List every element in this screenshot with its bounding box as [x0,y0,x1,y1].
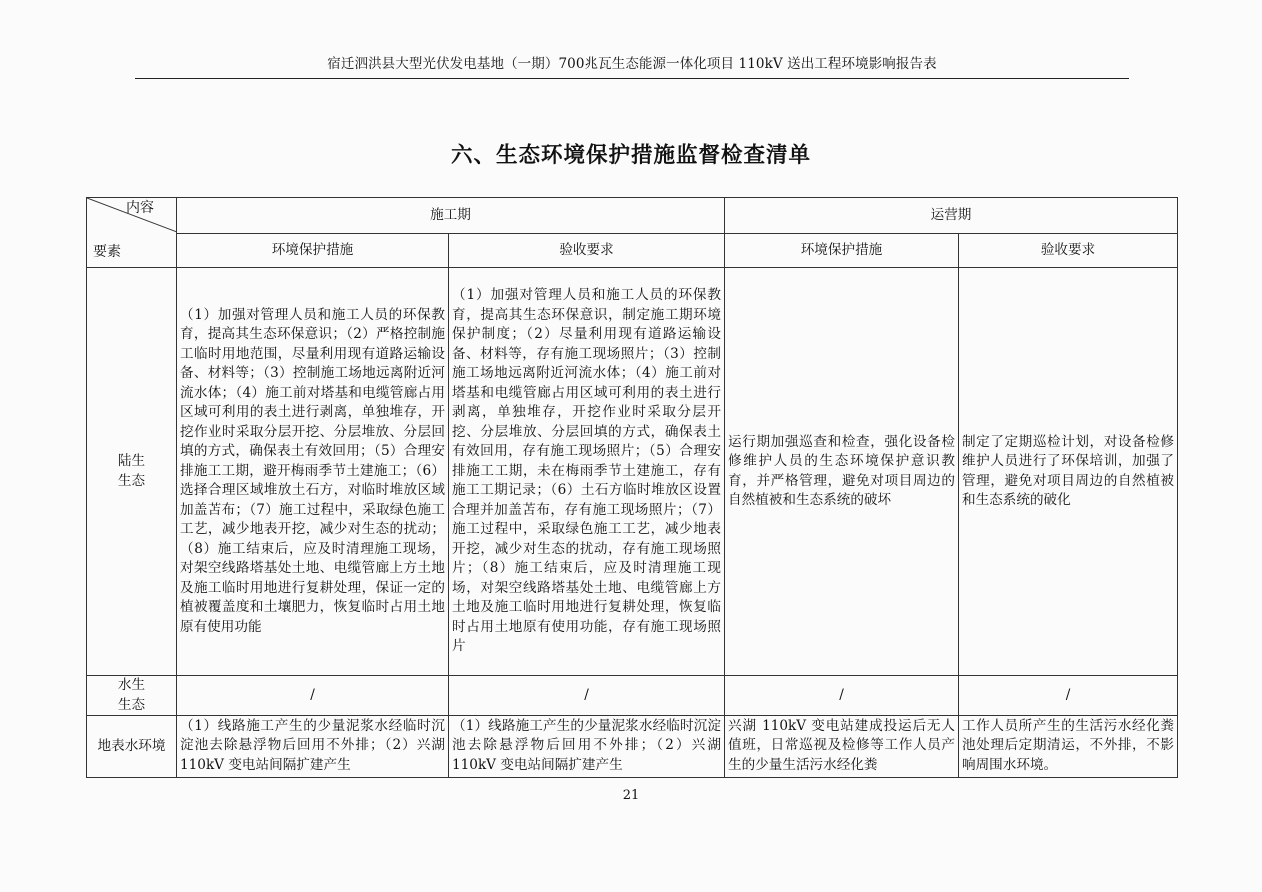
cell-construction-acceptance: / [449,676,725,716]
cell-operation-acceptance [959,716,1178,778]
running-header: 宿迁泗洪县大型光伏发电基地（一期）700兆瓦生态能源一体化项目 110kV 送出工程环境影响报告表 [327,56,937,72]
cell-text: 兴湖 110kV 变电站建成投运后无人值班，日常巡视及检修等工作人员产生的少量生活污水经化粪 [728,717,955,773]
row-element-surface-water: 地表水环境 [87,716,177,778]
subheader-operation-acceptance: 验收要求 [959,234,1178,268]
cell-construction-acceptance [449,716,725,778]
cell-operation-acceptance: / [959,676,1178,716]
row-element-terrestrial: 陆生 生态 [87,268,177,676]
header-rule [135,78,1129,79]
table-row [87,676,1178,716]
cell-construction-measures: / [177,676,449,716]
table-row [87,716,1178,778]
cell-operation-acceptance: 制定了定期巡检计划，对设备检修维护人员进行了环保培训，加强了管理，避免对项目周边的自然植被和生态系统的破化 [959,268,1178,676]
cell-text: （1）线路施工产生的少量泥浆水经临时沉淀池去除悬浮物后回用不外排；（2）兴湖 110kV 变电站间隔扩建产生 [452,717,721,773]
subheader-operation-measures: 环境保护措施 [725,234,959,268]
page-number: 21 [622,788,640,803]
table-corner-cell [87,198,177,268]
cell-construction-acceptance: （1）加强对管理人员和施工人员的环保教育，提高其生态环保意识，制定施工期环境保护制度；（2）尽量利用现有道路运输设备、材料等，存有施工现场照片；（3）控制施工场地远离附近河流水体；（4）施工前对塔基和电缆管廊占用区域可利用的表土进行剥离，单独堆存，开挖作业时采取分层开挖、分层堆放、分层回填的方式，确保表土有效回用，存有施工现场照片；（5）合理安排施工工期，未在梅雨季节土建施工，存有施工工期记录；（6）土石方临时堆放区设置合理并加盖苫布，存有施工现场照片；（7）施工过程中，采取绿色施工工艺，减少地表开挖，减少对生态的扰动，存有施工现场照片；（8）施工结束后，应及时清理施工现场，对架空线路塔基处土地、电缆管廊上方土地及施工临时用地进行复耕处理，恢复临时占用土地原有使用功能，存有施工现场照片 [449,268,725,676]
cell-construction-measures: （1）加强对管理人员和施工人员的环保教育，提高其生态环保意识；（2）严格控制施工临时用地范围，尽量利用现有道路运输设备、材料等；（3）控制施工场地远离附近河流水体；（4）施工前对塔基和电缆管廊占用区域可利用的表土进行剥离，单独堆存，开挖作业时采取分层开挖、分层堆放、分层回填的方式，确保表土有效回用；（5）合理安排施工工期，避开梅雨季节土建施工；（6）选择合理区域堆放土石方，对临时堆放区域加盖苫布；（7）施工过程中，采取绿色施工工艺，减少地表开挖，减少对生态的扰动；（8）施工结束后，应及时清理施工现场，对架空线路塔基处土地、电缆管廊上方土地及施工临时用地进行复耕处理，保证一定的植被覆盖度和土壤肥力，恢复临时占用土地原有使用功能 [177,268,449,676]
corner-label-content: 内容 [126,200,154,216]
subheader-construction-measures: 环境保护措施 [177,234,449,268]
row-element-aquatic: 水生 生态 [87,676,177,716]
section-title: 六、生态环境保护措施监督检查清单 [450,143,811,168]
inspection-checklist-table [86,197,1178,778]
cell-operation-measures [725,716,959,778]
table-row [87,268,1178,676]
phase-header-construction: 施工期 [177,198,725,234]
phase-header-operation: 运营期 [725,198,1178,234]
cell-operation-measures: 运行期加强巡查和检查，强化设备检修维护人员的生态环境保护意识教育，并严格管理，避免对项目周边的自然植被和生态系统的破坏 [725,268,959,676]
cell-operation-measures: / [725,676,959,716]
cell-text: 工作人员所产生的生活污水经化粪池处理后定期清运，不外排，不影响周围水环境。 [962,717,1174,773]
cell-construction-measures [177,716,449,778]
corner-label-element: 要素 [93,244,121,260]
cell-text: （1）线路施工产生的少量泥浆水经临时沉淀池去除悬浮物后回用不外排；（2）兴湖 110kV 变电站间隔扩建产生 [180,717,445,773]
subheader-construction-acceptance: 验收要求 [449,234,725,268]
